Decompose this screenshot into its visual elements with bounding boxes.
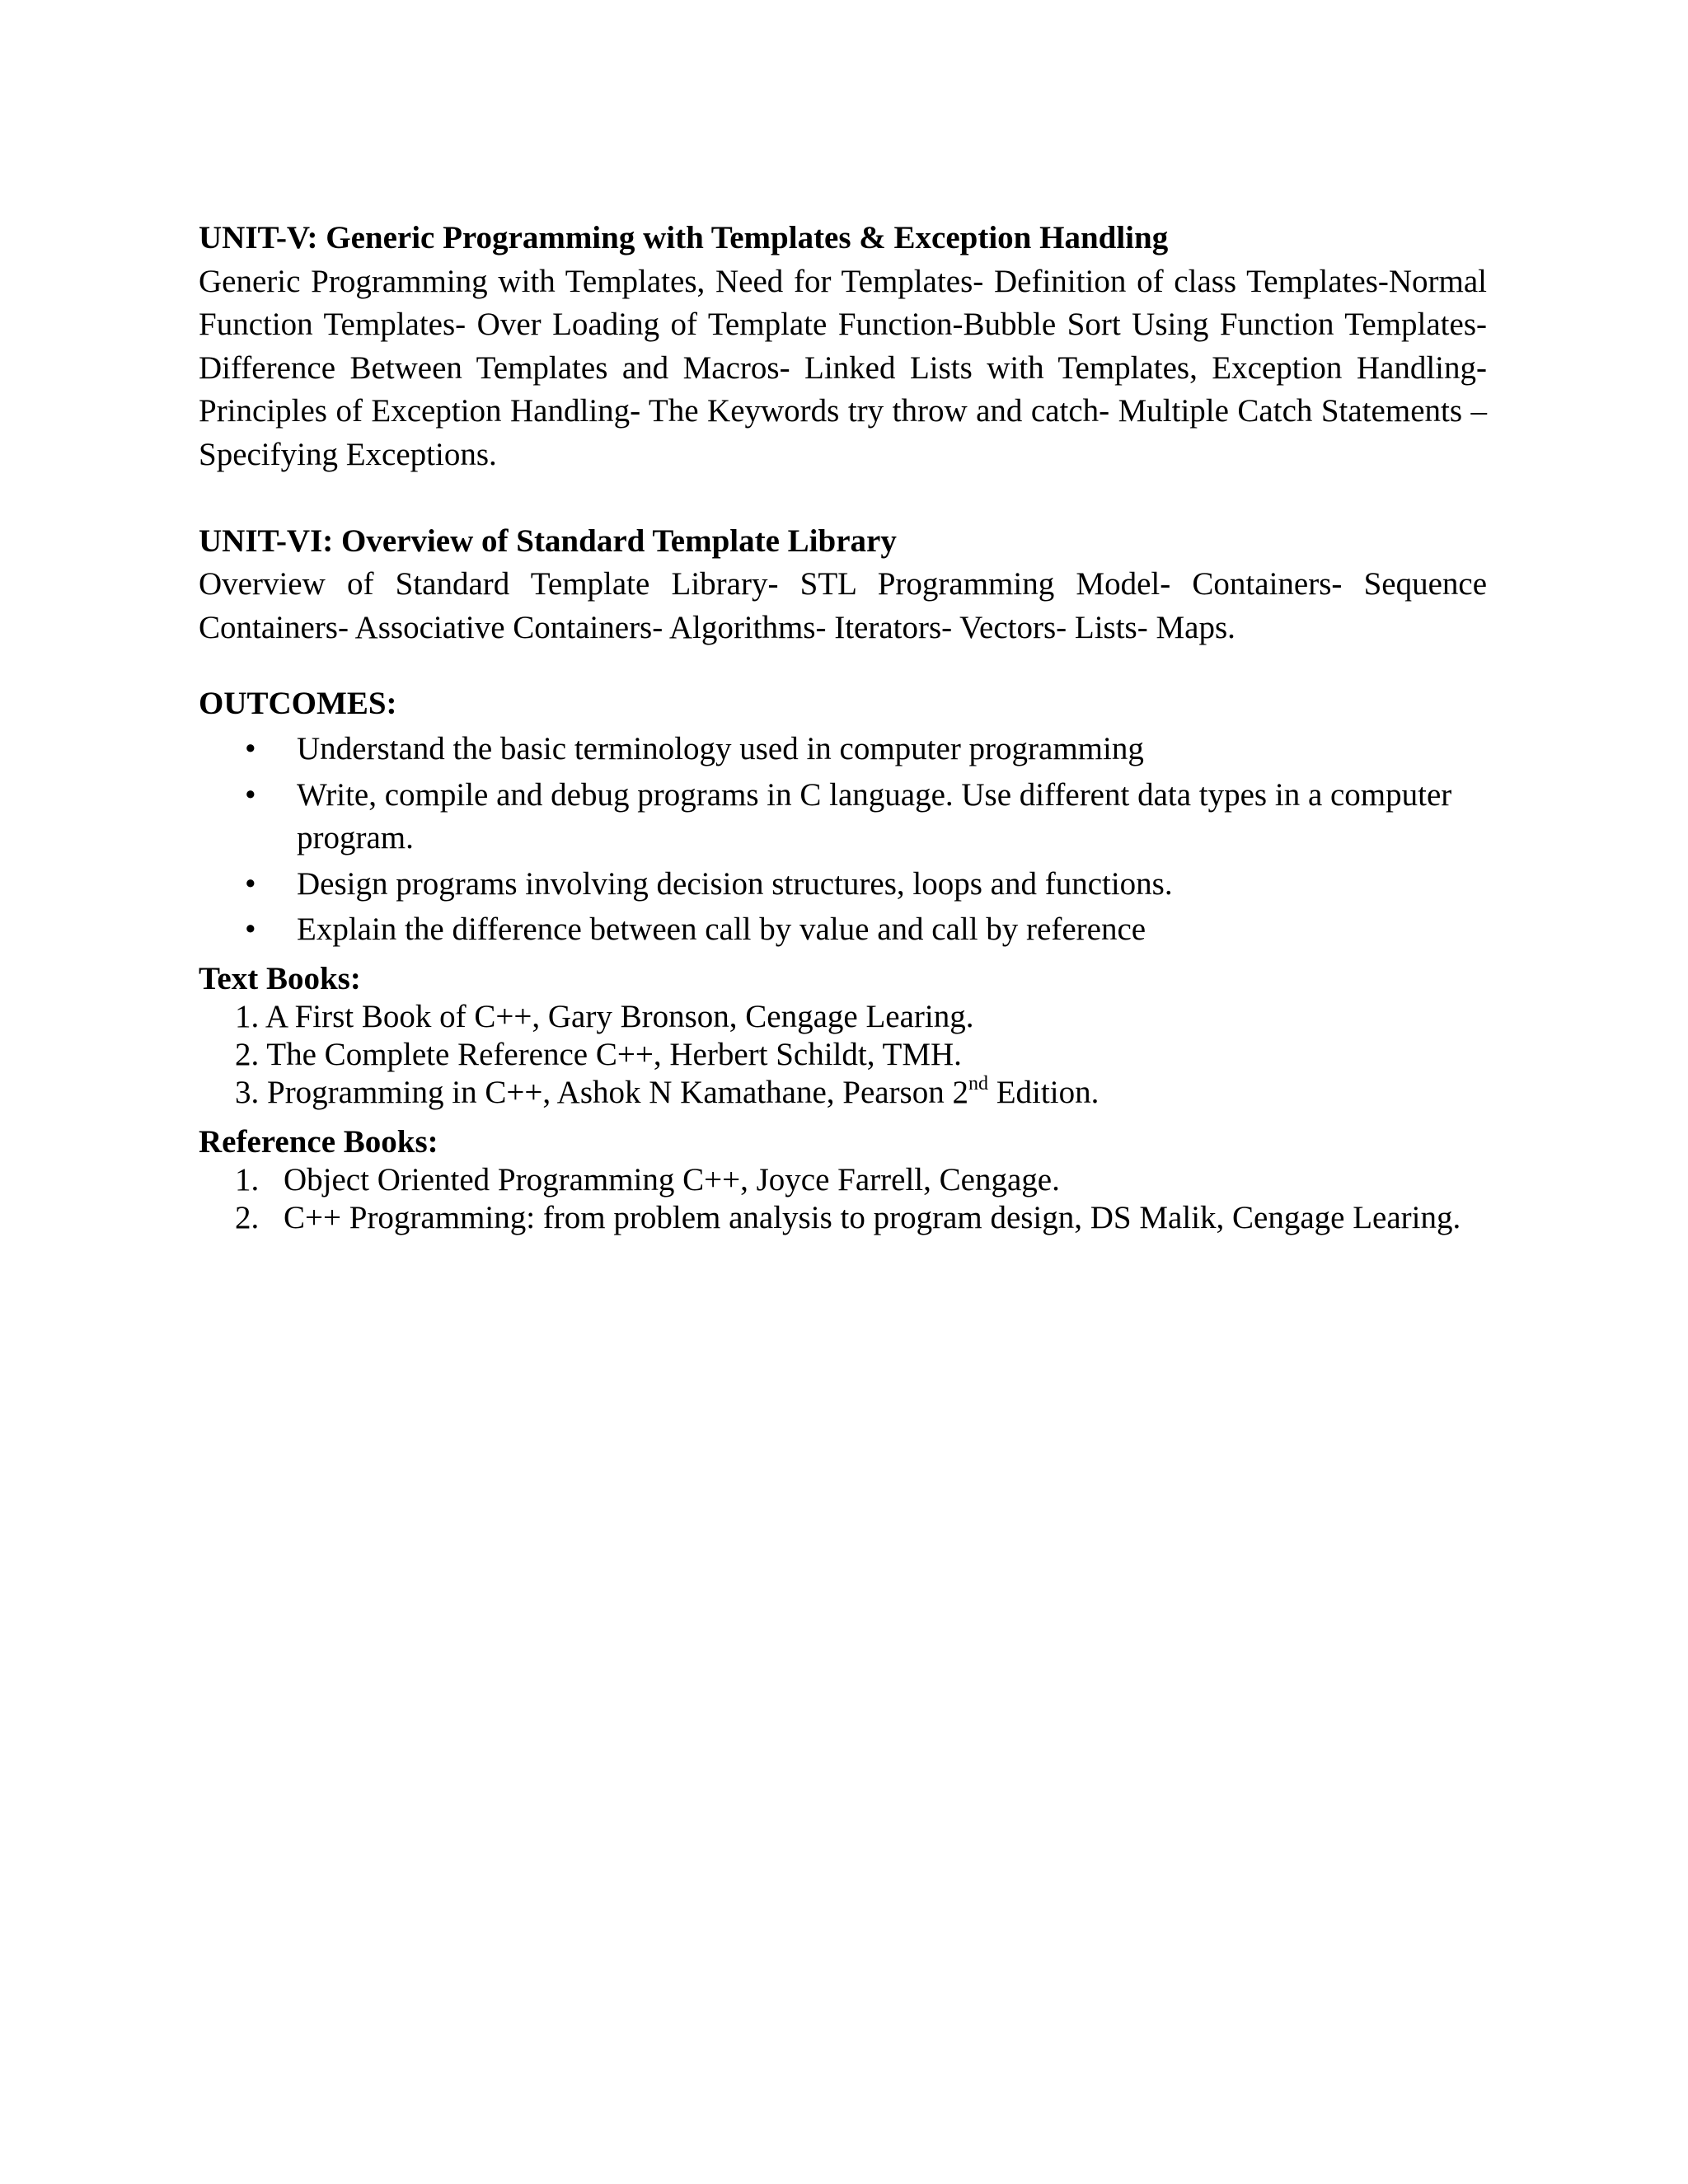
text-book-item (199, 1074, 1487, 1112)
outcome-text: Explain the difference between call by value and call by reference (297, 912, 1146, 948)
bullet-icon: • (245, 865, 256, 902)
reference-book-item (199, 1199, 1487, 1237)
outcomes-list (199, 728, 1487, 952)
reference-book-text: Object Oriented Programming C++, Joyce Farrell, Cengage. (284, 1161, 1060, 1197)
outcomes-section (199, 682, 1487, 952)
bullet-icon: • (245, 912, 256, 948)
outcome-item (199, 908, 1487, 952)
unit-6-body: Overview of Standard Template Library- STL Programming Model- Containers- Sequence Containers- Associative Containers- Algorithms- Iterators- Vectors- Lists- Maps. (199, 566, 1487, 645)
text-book-3-main: 3. Programming in C++, Ashok N Kamathane, Pearson 2 (235, 1074, 968, 1110)
bullet-icon: • (245, 776, 256, 813)
reference-books-section (199, 1123, 1487, 1237)
outcome-text: Write, compile and debug programs in C language. Use different data types in a computer program. (297, 776, 1452, 856)
unit-5-heading: UNIT-V: Generic Programming with Templates & Exception Handling (199, 220, 1169, 255)
outcome-item (199, 774, 1487, 860)
text-books-heading: Text Books: (199, 960, 361, 996)
unit-6-section (199, 520, 1487, 650)
outcome-text: Understand the basic terminology used in computer programming (297, 730, 1144, 766)
reference-book-number: 1. (235, 1161, 260, 1197)
reference-books-heading: Reference Books: (199, 1123, 438, 1160)
text-book-item: 1. A First Book of C++, Gary Bronson, Cengage Learing. (235, 998, 974, 1034)
unit-6-heading: UNIT-VI: Overview of Standard Template Library (199, 523, 897, 559)
outcome-text: Design programs involving decision structures, loops and functions. (297, 865, 1173, 902)
syllabus-page (199, 217, 1487, 1237)
text-book-item: 2. The Complete Reference C++, Herbert Schildt, TMH. (235, 1036, 962, 1072)
outcome-item (199, 863, 1487, 907)
unit-5-body: Generic Programming with Templates, Need for Templates- Definition of class Templates-Normal Function Templates- Over Loading of Template Function-Bubble Sort Using Function Templates- Difference Between Templates and Macros- Linked Lists with Templates, Exception Handling- Principles of Exception Handling- The Keywords try throw and catch- Multiple Catch Statements –Specifying Exceptions. (199, 263, 1487, 472)
text-book-3-edition: Edition. (987, 1074, 1100, 1110)
reference-book-text: C++ Programming: from problem analysis to program design, DS Malik, Cengage Learing. (284, 1199, 1461, 1235)
outcome-item (199, 728, 1487, 771)
unit-5-section (199, 217, 1487, 477)
reference-book-number: 2. (235, 1199, 260, 1235)
bullet-icon: • (245, 730, 256, 766)
text-books-list (199, 998, 1487, 1112)
reference-book-item (199, 1161, 1487, 1199)
outcomes-heading: OUTCOMES: (199, 686, 397, 722)
text-books-section (199, 960, 1487, 1112)
reference-books-list (199, 1161, 1487, 1237)
ordinal-superscript: nd (968, 1072, 988, 1094)
